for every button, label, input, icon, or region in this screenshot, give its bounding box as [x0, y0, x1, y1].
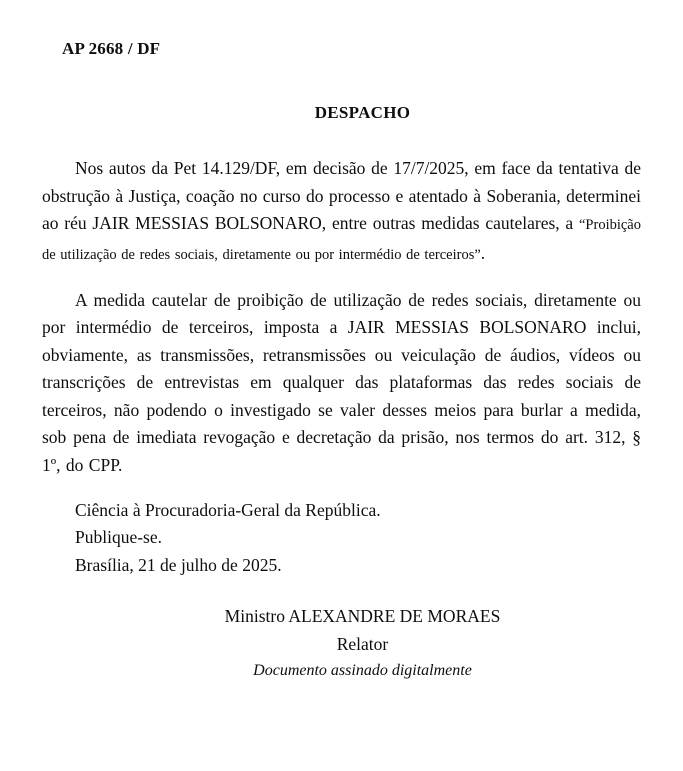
signature-block: [42, 603, 683, 684]
closing-line-publique-se: Publique-se.: [75, 527, 163, 547]
closing-line-ciencia: Ciência à Procuradoria-Geral da República.: [75, 499, 381, 520]
paragraph-1-inline-quote: “Proibição de utilização de redes sociais, diretamente ou por intermédio de terceiros”: [42, 217, 641, 263]
signature-name: Ministro ALEXANDRE DE MORAES: [224, 606, 501, 626]
signature-digital-note: Documento assinado digitalmente: [253, 662, 472, 679]
closing-block: [42, 497, 683, 580]
signature-role: Relator: [336, 633, 389, 654]
paragraph-1-closing-period: .: [480, 242, 486, 263]
paragraph-1: [42, 155, 641, 269]
paragraph-1-main-text: Nos autos da Pet 14.129/DF, em decisão de 17/7/2025, em face da tentativa de obstrução à Justiça, coação no curso do processo e atentado à Soberania, determinei ao réu JAIR MESSIAS BOLSONARO, entre outras medidas cautelares, a: [42, 158, 642, 233]
document-title: DESPACHO: [314, 103, 411, 122]
document-content: [42, 38, 683, 684]
closing-line-date-place: Brasília, 21 de julho de 2025.: [75, 554, 282, 575]
paragraph-2: A medida cautelar de proibição de utilização de redes sociais, diretamente ou por intermédio de terceiros, imposta a JAIR MESSIAS BOLSONARO inclui, obviamente, as transmissões, retransmissões ou veiculação de áudios, vídeos ou transcrições de entrevistas em qualquer das plataformas das redes sociais de terceiros, não podendo o investigado se valer desses meios para burlar a medida, sob pena de imediata revogação e decretação da prisão, nos termos do art. 312, § 1º, do CPP.: [42, 289, 641, 475]
case-number: AP 2668 / DF: [62, 39, 161, 58]
